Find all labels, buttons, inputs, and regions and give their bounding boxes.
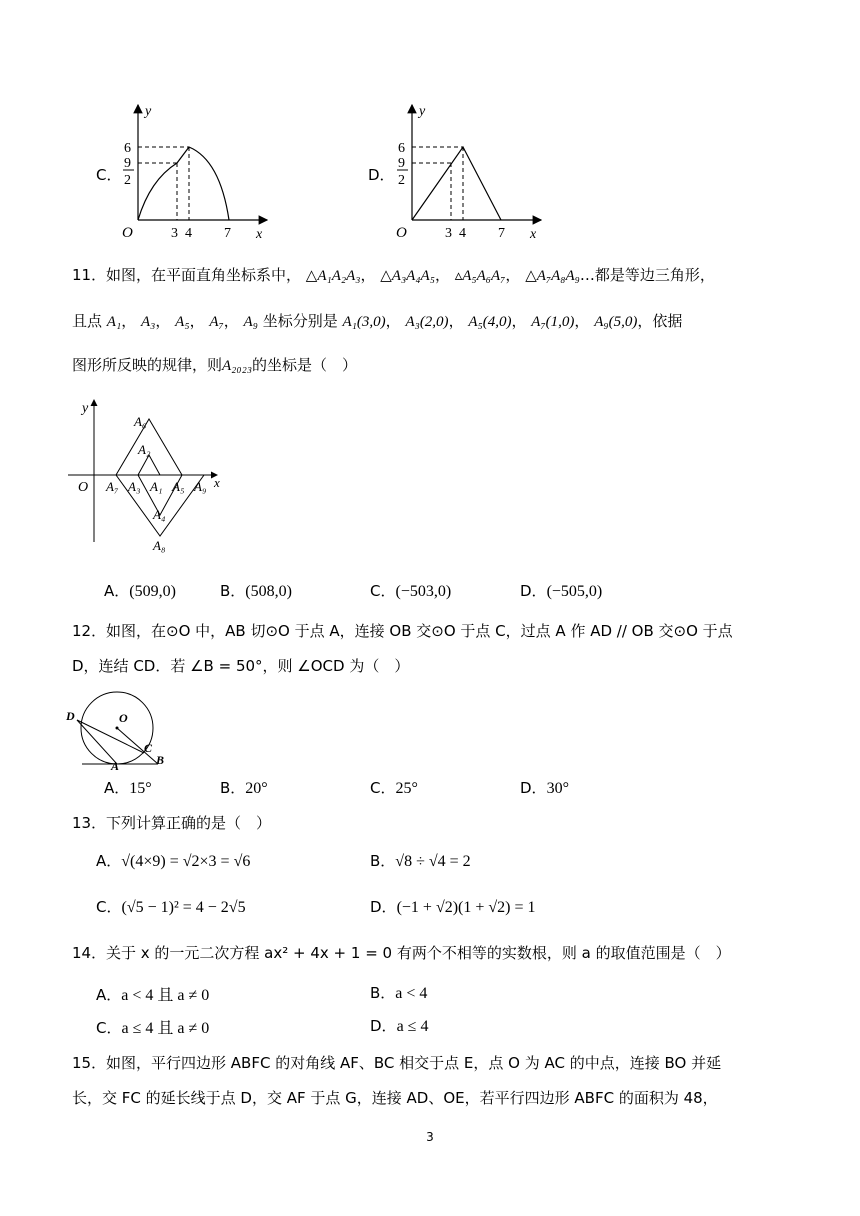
label-a9: A₉	[194, 479, 207, 494]
q11-line-1: 如图，在平面直角坐标系中， △A₁A₂A₃， △A₃A₄A₅， ▵A₅A₆A₇， △A₇A₈A₉…都是等边三角形，	[106, 266, 715, 284]
q12-option-c[interactable]: C．25°	[370, 779, 418, 797]
label-a2: A₂	[138, 442, 151, 457]
tick-x4: 4	[459, 226, 466, 241]
tick-6: 6	[398, 141, 405, 156]
label-a: A	[111, 759, 120, 770]
x-label: x	[214, 475, 220, 490]
q12-option-b[interactable]: B．20°	[220, 779, 268, 797]
tick-9: 9	[124, 156, 131, 171]
origin-label: O	[122, 225, 133, 241]
origin-label: O	[396, 225, 407, 241]
x-label: x	[256, 227, 263, 242]
label-c: C	[144, 741, 153, 755]
origin-label: O	[78, 480, 89, 495]
triangle-path	[412, 147, 501, 220]
tick-x4: 4	[185, 226, 192, 241]
x-label: x	[530, 227, 537, 242]
tick-x3: 3	[171, 226, 178, 241]
q14-option-b[interactable]: B．a < 4	[370, 984, 428, 1002]
label-a3: A₃	[128, 479, 141, 494]
y-label: y	[82, 401, 89, 416]
label-a5: A₅	[172, 479, 185, 494]
label-a1: A₁	[150, 479, 163, 494]
q15-line-2: 长，交 FC 的延长线于点 D，交 AF 于点 G，连接 AD、OE，若平行四边形 ABFC 的面积为 48，	[72, 1089, 718, 1107]
triangle-a1a2a3	[138, 455, 160, 475]
label-a7: A₇	[106, 479, 119, 494]
tick-x7: 7	[224, 226, 231, 241]
q10-option-d-label: D．	[368, 166, 395, 184]
q13-option-a[interactable]: A．√(4×9) = √2×3 = √6	[96, 852, 251, 870]
tick-x3: 3	[445, 226, 452, 241]
q11-option-c[interactable]: C．(−503,0)	[370, 582, 452, 600]
label-a8: A₈	[153, 538, 166, 553]
q12-number: 12．	[72, 622, 107, 640]
q13-stem: 下列计算正确的是（ ）	[106, 814, 272, 832]
q11-figure	[62, 392, 232, 562]
q11-option-a[interactable]: A．(509,0)	[104, 582, 176, 600]
q10-option-d-graph	[384, 100, 544, 245]
q12-line-1: 如图，在⊙O 中，AB 切⊙O 于点 A，连接 OB 交⊙O 于点 C，过点 A 作 AD // OB 交⊙O 于点	[106, 622, 733, 640]
tick-9: 9	[398, 156, 405, 171]
q14-number: 14．	[72, 944, 107, 962]
q11-line-3: 图形所反映的规律，则A₂₀₂₃的坐标是（ ）	[72, 356, 358, 374]
q12-line-2: D，连结 CD．若 ∠B = 50°，则 ∠OCD 为（ ）	[72, 657, 410, 675]
q11-option-d[interactable]: D．(−505,0)	[520, 582, 603, 600]
q11-option-b[interactable]: B．(508,0)	[220, 582, 292, 600]
q13-option-d[interactable]: D．(−1 + √2)(1 + √2) = 1	[370, 898, 536, 916]
q14-option-a[interactable]: A．a < 4 且 a ≠ 0	[96, 986, 210, 1004]
q13-number: 13．	[72, 814, 107, 832]
q12-option-d[interactable]: D．30°	[520, 779, 569, 797]
tick-6: 6	[124, 141, 131, 156]
q14-stem: 关于 x 的一元二次方程 ax² + 4x + 1 = 0 有两个不相等的实数根，则 a 的取值范围是（ ）	[106, 944, 731, 962]
q12-option-a[interactable]: A．15°	[104, 779, 152, 797]
q11-number: 11．	[72, 266, 107, 284]
q15-line-1: 如图，平行四边形 ABFC 的对角线 AF、BC 相交于点 E，点 O 为 AC 的中点，连接 BO 并延	[106, 1054, 722, 1072]
point-o	[116, 727, 119, 730]
q13-option-c[interactable]: C．(√5 − 1)² = 4 − 2√5	[96, 898, 246, 916]
label-a6: A₆	[134, 414, 147, 429]
q11-line-2: 且点 A₁， A₃， A₅， A₇， A₉ 坐标分别是 A₁(3,0)， A₃(2,0)， A₅(4,0)， A₇(1,0)， A₉(5,0)，依据	[72, 312, 683, 330]
q15-number: 15．	[72, 1054, 107, 1072]
q14-option-c[interactable]: C．a ≤ 4 且 a ≠ 0	[96, 1019, 210, 1037]
tick-2: 2	[398, 173, 405, 188]
label-o: O	[119, 711, 128, 725]
tick-2: 2	[124, 173, 131, 188]
label-b: B	[156, 753, 165, 767]
q10-option-c-graph	[110, 100, 270, 245]
page-number: 3	[426, 1130, 434, 1144]
q12-figure	[62, 690, 172, 770]
label-a4: A₄	[153, 507, 166, 522]
q10-option-c-label: C．	[96, 166, 122, 184]
q14-option-d[interactable]: D．a ≤ 4	[370, 1017, 429, 1035]
label-d: D	[66, 709, 75, 723]
curve	[138, 147, 229, 220]
y-label: y	[419, 104, 426, 119]
tick-x7: 7	[498, 226, 505, 241]
y-label: y	[145, 104, 152, 119]
q13-option-b[interactable]: B．√8 ÷ √4 = 2	[370, 852, 471, 870]
